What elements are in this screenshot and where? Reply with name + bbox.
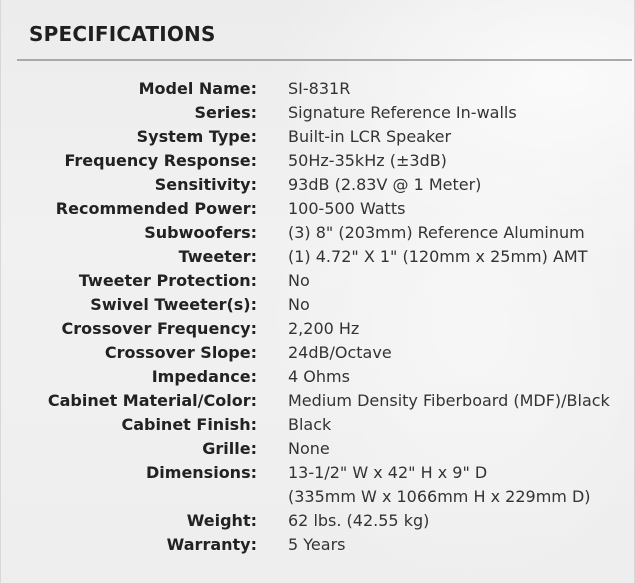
spec-value: No: [288, 271, 310, 290]
spec-row-crossover-frequency: [1, 317, 635, 341]
spec-row-series: [1, 101, 635, 125]
spec-value: 50Hz-35kHz (±3dB): [288, 151, 447, 170]
spec-label: [1, 485, 257, 509]
spec-label: Series:: [194, 103, 257, 122]
spec-row-weight: [1, 509, 635, 533]
spec-value: 13-1/2" W x 42" H x 9" D: [288, 463, 488, 482]
spec-row-grille: [1, 437, 635, 461]
spec-value: 24dB/Octave: [288, 343, 392, 362]
spec-row-sensitivity: [1, 173, 635, 197]
title-divider: [17, 59, 632, 61]
spec-label: Subwoofers:: [144, 223, 257, 242]
spec-row-swivel-tweeters: [1, 293, 635, 317]
spec-row-cabinet-material-color: [1, 389, 635, 413]
spec-value: Built-in LCR Speaker: [288, 127, 452, 146]
spec-row-model-name: [1, 77, 635, 101]
spec-label: Swivel Tweeter(s):: [90, 295, 257, 314]
spec-value: Signature Reference In-walls: [288, 103, 517, 122]
spec-label: Tweeter:: [178, 247, 257, 266]
spec-row-impedance: [1, 365, 635, 389]
spec-row-dimensions: [1, 461, 635, 485]
spec-row-cabinet-finish: [1, 413, 635, 437]
spec-value: 4 Ohms: [288, 367, 350, 386]
spec-value: Medium Density Fiberboard (MDF)/Black: [288, 391, 610, 410]
spec-label: Frequency Response:: [64, 151, 257, 170]
spec-row-tweeter: [1, 245, 635, 269]
spec-value: Black: [288, 415, 332, 434]
spec-label: Cabinet Finish:: [121, 415, 257, 434]
spec-row-tweeter-protection: [1, 269, 635, 293]
spec-label: Tweeter Protection:: [78, 271, 257, 290]
spec-label: Grille:: [202, 439, 257, 458]
spec-value: 2,200 Hz: [288, 319, 360, 338]
spec-row-system-type: [1, 125, 635, 149]
spec-value: 62 lbs. (42.55 kg): [288, 511, 430, 530]
spec-value: (3) 8" (203mm) Reference Aluminum: [288, 223, 585, 242]
spec-label: System Type:: [136, 127, 257, 146]
spec-value: 93dB (2.83V @ 1 Meter): [288, 175, 482, 194]
spec-value: (335mm W x 1066mm H x 229mm D): [288, 487, 591, 506]
spec-list: [1, 77, 635, 557]
spec-row-frequency-response: [1, 149, 635, 173]
spec-label: Dimensions:: [146, 463, 257, 482]
spec-label: Crossover Slope:: [104, 343, 257, 362]
spec-row-dimensions-metric: [1, 485, 635, 509]
spec-label: Recommended Power:: [55, 199, 257, 218]
spec-label: Crossover Frequency:: [61, 319, 257, 338]
spec-label: Weight:: [186, 511, 257, 530]
spec-label: Model Name:: [138, 79, 257, 98]
spec-value: None: [288, 439, 330, 458]
spec-row-recommended-power: [1, 197, 635, 221]
spec-label: Impedance:: [151, 367, 257, 386]
spec-row-crossover-slope: [1, 341, 635, 365]
spec-value: SI-831R: [288, 79, 351, 98]
spec-label: Cabinet Material/Color:: [47, 391, 257, 410]
spec-row-warranty: [1, 533, 635, 557]
spec-value: 100-500 Watts: [288, 199, 406, 218]
spec-label: Warranty:: [166, 535, 257, 554]
spec-value: No: [288, 295, 310, 314]
spec-row-subwoofers: [1, 221, 635, 245]
spec-value: (1) 4.72" X 1" (120mm x 25mm) AMT: [288, 247, 588, 266]
section-title: SPECIFICATIONS: [29, 22, 216, 46]
spec-label: Sensitivity:: [154, 175, 257, 194]
spec-value: 5 Years: [288, 535, 346, 554]
